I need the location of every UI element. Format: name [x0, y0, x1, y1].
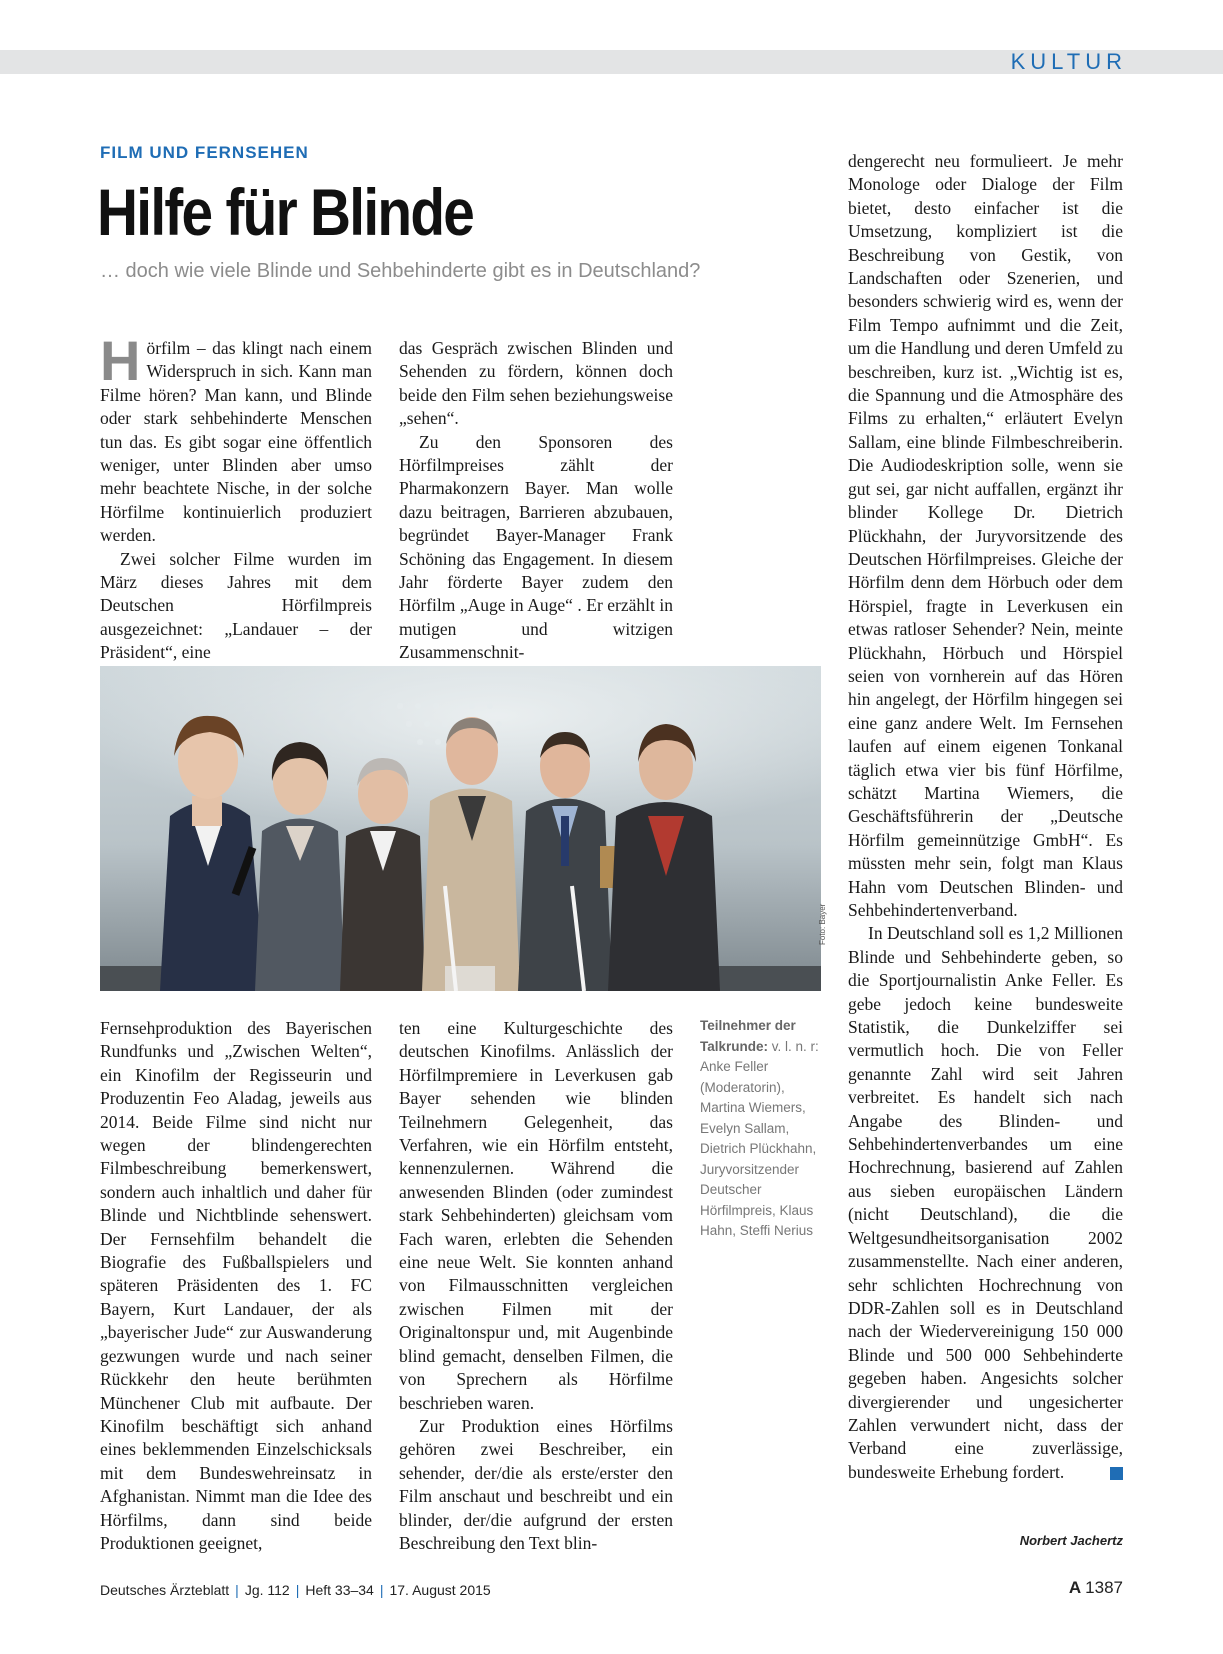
paragraph: das Gespräch zwischen Blinden und Sehenden zu fördern, können doch beide den Film sehen beziehungsweise „sehen“. [399, 338, 673, 429]
column-2-bottom [399, 1017, 673, 1555]
paragraph: In Deutschland soll es 1,2 Millionen Blinde und Sehbehinderte geben, so die Sportjournalistin Anke Feller. Es gebe jedoch keine bundesweite Statistik, die Dunkelziffer sei vermutlich hoch. Die von Feller genannte Zahl wird seit Jahren verbreitet. Es handelt sich nach Angabe des Blinden- und Sehbehindertenverbandes um eine Hochrechnung, basierend auf Zahlen aus sieben europäischen Ländern (nicht Deutschland), die die Weltgesundheitsorganisation 2002 zusammenstellte. Nach einer anderen, sehr schlichten Hochrechnung von DDR-Zahlen soll es in Deutschland nach der Wiedervereinigung 150 000 Blinde und 500 000 Sehbehinderte gegeben haben. Angesichts solcher divergierender und ungesicherter Zahlen verwundert nicht, dass der Verband eine zuverlässige, bundesweite Erhebung fordert. [848, 923, 1123, 1482]
column-2-top [399, 337, 673, 665]
photo-credit: Foto: Bayer [818, 903, 827, 945]
column-4 [848, 150, 1123, 1484]
journal-volume: Jg. 112 [244, 1582, 290, 1598]
journal-name: Deutsches Ärzteblatt [100, 1582, 230, 1598]
article-author: Norbert Jachertz [1019, 1533, 1123, 1548]
column-1-top [100, 329, 372, 665]
talk-round-photo [100, 666, 821, 991]
paragraph: Zu den Sponsoren des Hörfilmpreises zählt der Pharmakonzern Bayer. Man wolle dazu beitragen, Barrieren abzubauen, begründet Bayer-Manager Frank Schöning das Engagement. In diesem Jahr förderte Bayer zudem den Hörfilm „Auge in Auge“ . Er erzählt in mutigen und witzigen Zusammenschnit- [399, 431, 673, 663]
page-footer: Deutsches Ärzteblatt | Jg. 112 | Heft 33–34 | 17. August 2015 [100, 1582, 491, 1598]
end-mark-icon [1110, 1467, 1123, 1480]
section-label: KULTUR [1010, 49, 1127, 74]
page-number: A 1387 [1068, 1578, 1123, 1597]
journal-date: 17. August 2015 [389, 1582, 491, 1598]
paragraph: dengerecht neu formulieert. Je mehr Monologe oder Dialoge der Film bietet, desto einfacher ist die Umsetzung, kompliziert ist die Beschreibung von Gestik, von Landschaften oder Szenerien, und besonders schwierig wird es, wenn der Film Tempo aufnimmt und die Zeit, um die Handlung und deren Umfeld zu beschreiben, kurz ist. „Wichtig ist es, die Spannung und die Atmosphäre des Films zu erhalten,“ erläutert Evelyn Sallam, eine blinde Filmbeschreiberin. Die Audiodeskription solle, wenn sie gut sei, gar nicht auffallen, ergänzt ihr blinder Kollege Dr. Dietrich Plückhahn, der Juryvorsitzende des Deutschen Hörfilmpreises. Gleiche der Hörfilm denn dem Hörbuch oder dem Hörspiel, fragte in Leverkusen ein etwas ratloser Sehender? Nein, meinte Plückhahn, Hörbuch und Hörspiel seien von vornherein auf das Hören hin angelegt, der Hörfilm hingegen sei eine ganz andere Welt. Im Fernsehen laufen auf einem eigenen Tonkanal täglich etwa vier bis fünf Hörfilme, schätzt Martina Wiemers, die Geschäftsführerin der „Deutsche Hörfilm gemeinnützige GmbH“. Es müssten mehr sein, folgt man Klaus Hahn vom Deutschen Blinden- und Sehbehindertenverband. [848, 151, 1123, 920]
paragraph: Zwei solcher Filme wurden im März dieses Jahres mit dem Deutschen Hörfilmpreis ausgezeichnet: „Landauer – der Präsident“, eine [100, 548, 372, 663]
article-photo [100, 666, 821, 991]
caption-lead: Teilnehmer der Talkrunde: [700, 1018, 796, 1054]
article-kicker: FILM UND FERNSEHEN [100, 143, 309, 162]
photo-caption [700, 1016, 830, 1242]
article-title: Hilfe für Blinde [97, 175, 474, 249]
journal-issue: Heft 33–34 [305, 1582, 374, 1598]
paragraph: Hörfilm – das klingt nach einem Widerspruch in sich. Kann man Filme hören? Man kann, und Blinde oder stark sehbehinderte Menschen tun das. Es gibt sogar eine öffentlich weniger, unter Blinden aber umso mehr beachtete Nische, in der solche Hörfilme kontinuierlich produziert werden. [100, 329, 372, 546]
column-1-bottom [100, 1017, 372, 1555]
paragraph: ten eine Kulturgeschichte des deutschen Kinofilms. Anlässlich der Hörfilmpremiere in Leverkusen gab Bayer sehenden wie blinden Teilnehmern Gelegenheit, das Verfahren, wie ein Hörfilm entsteht, kennenzulernen. Während die anwesenden Blinden (oder zumindest stark Sehbehinderten) gleichsam vom Fach waren, erlebten die Sehenden eine neue Welt. Sie konnten anhand von Filmausschnitten vergleichen zwischen Filmen mit der Originaltonspur und, mit Augenbinde blind gemacht, denselben Filmen, die von Sprechern als Hörfilme beschrieben waren. [399, 1018, 673, 1413]
paragraph: Fernsehproduktion des Bayerischen Rundfunks und „Zwischen Welten“, ein Kinofilm der Regisseurin und Produzentin Feo Aladag, jeweils aus 2014. Beide Filme sind nicht nur wegen der blindengerechten Filmbeschreibung bemerkenswert, sondern auch inhaltlich und daher für Blinde und Nichtblinde sehenswert. Der Fernsehfilm behandelt die Biografie des Fußballspielers und späteren Präsidenten des 1. FC Bayern, Kurt Landauer, der als „bayerischer Jude“ zur Auswanderung gezwungen wurde und nach seiner Rückkehr den heute berühmten Münchener Club mit aufbaute. Der Kinofilm beschäftigt sich anhand eines beklemmenden Einzelschicksals mit dem Bundeswehreinsatz in Afghanistan. Nimmt man die Idee des Hörfilms, dann sind beide Produktionen geeignet, [100, 1018, 372, 1553]
paragraph: Zur Produktion eines Hörfilms gehören zwei Beschreiber, ein sehender, der/die als erste/erster den Film anschaut und beschreibt und ein blinder, der/die aufgrund der ersten Beschreibung den Text blin- [399, 1415, 673, 1553]
drop-cap: H [100, 329, 141, 392]
article-subtitle: … doch wie viele Blinde und Sehbehinderte gibt es in Deutschland? [100, 260, 701, 282]
caption-text: v. l. n. r: Anke Feller (Moderatorin), Martina Wiemers, Evelyn Sallam, Dietrich Plückhahn, Juryvorsitzender Deutscher Hörfilmpreis, Klaus Hahn, Steffi Nerius [700, 1038, 819, 1238]
